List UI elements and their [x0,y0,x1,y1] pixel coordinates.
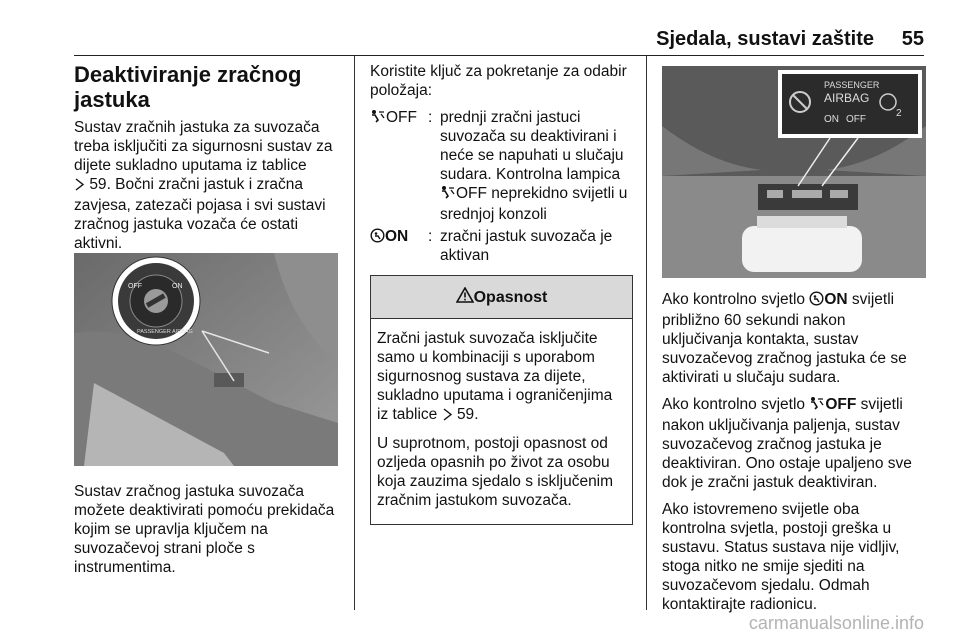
warning-title: Opasnost [473,288,548,306]
airbag-off-icon [440,185,456,205]
lamp-on-label: ON [824,114,839,125]
on-lamp-paragraph: Ako kontrolno svjetlo ON svijetli približno 60 sekundi nakon uključivanja kontakta, sustav suvozačevog zračnog jastuka će se aktivirati u slučaju sudara. [662,291,907,386]
column-divider-left [354,56,355,610]
lamp-off-label: OFF [846,114,866,125]
danger-warning-box [370,275,633,525]
page-reference-icon [74,177,85,196]
airbag-off-icon [370,109,386,129]
warning-paragraph: U suprotnom, postoji opasnost od ozljeda opasnih po život za osobu koja zauzima sjedalo s isključenim zračnim jastukom suvozača. [377,435,614,509]
column-divider-right [646,56,647,610]
page-reference[interactable]: 59 [89,176,107,193]
switch-ring-label: PASSENGER AIRBAG [137,329,193,335]
middle-column [370,62,633,525]
indicator-lamps-photo [662,66,926,278]
warning-triangle-icon [456,287,474,308]
lamp-number-label: 2 [896,108,902,119]
off-lamp-paragraph: Ako kontrolno svjetlo OFF svijetli nakon uključivanja paljenja, sustav suvozačevog zračnog jastuka je deaktiviran. Ono ostaje upaljeno sve dok je zračni jastuk deaktiviran. [662,396,912,491]
switch-off-label: OFF [128,283,142,290]
airbag-on-icon [809,291,824,311]
middle-intro: Koristite ključ za pokretanje za odabir položaja: [370,63,627,99]
page-reference[interactable]: 59 [456,406,475,423]
section-heading: Deaktiviranje zračnog jastuka [74,62,302,112]
page-reference-icon [442,407,453,426]
lamp-airbag-label: AIRBAG [824,91,870,105]
intro-paragraph: Sustav zračnih jastuka za suvozača treba isključiti za sigurnosni sustav za dijete sukladno uputama iz tablice 59. Bočni zračni jastuk i zračna zavjesa, zatezači pojasa i svi sustavi zračnog jastuka vozača će ostati aktivni. [74,119,333,252]
header-rule [74,55,924,56]
left-column [74,62,342,261]
position-list [370,108,633,265]
switch-on-label: ON [172,283,183,290]
key-switch-photo [74,253,338,466]
airbag-off-icon [809,396,825,416]
page-number: 55 [901,28,924,50]
warning-paragraph: Zračni jastuk suvozača isključite samo u kombinaciji s uporabom sigurnosnog sustava za dijete, sukladno uputama i ograničenjima iz tablice 59. [377,329,626,426]
photo-caption: Sustav zračnog jastuka suvozača možete deaktivirati pomoću prekidača kojim se upravlja ključem na suvozačevoj strani ploče s instrumentima. [74,483,335,576]
airbag-on-icon [370,228,385,248]
right-column-text [662,290,926,622]
list-item: OFF : prednji zračni jastuci suvozača su deaktivirani i neće se napuhati u slučaju sudara. Kontrolna lampica OFF neprekidno svijetli u srednjoj konzoli [370,108,633,224]
running-title: Sjedala, sustavi zaštite [656,28,874,50]
fault-paragraph: Ako istovremeno svijetle oba kontrolna svjetla, postoji greška u sustavu. Status sustava nije vidljiv, stoga nitko ne smije sjediti na suvozačevom sjedalu. Odmah kontaktirajte radionicu. [662,501,900,613]
lamp-passenger-label: PASSENGER [824,80,880,90]
list-item: ON : zračni jastuk suvozača je aktivan [370,227,633,265]
watermark: carmanualsonline.info [748,613,924,633]
page-header [0,28,960,54]
